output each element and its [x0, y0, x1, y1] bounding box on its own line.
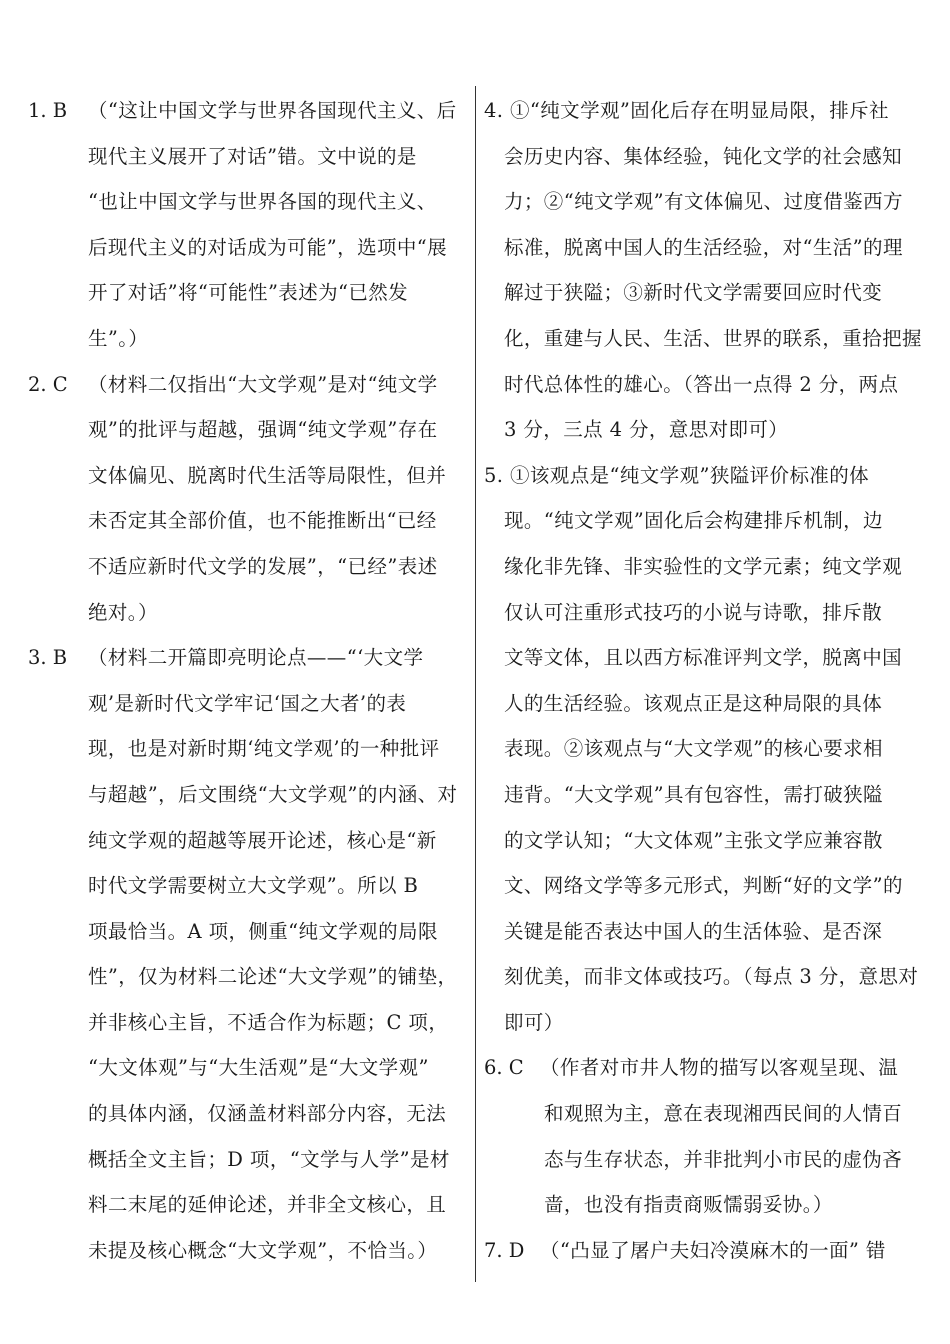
text-line: （材料二仅指出“大文学观”是对“纯文学: [88, 372, 438, 396]
text-line: （材料二开篇即亮明论点——“‘大文学: [88, 646, 424, 670]
text-line: 文、网络文学等多元形式，判断“好的文学”的: [504, 874, 903, 898]
answer-number: 7. D: [484, 1238, 525, 1262]
text-line: 化，重建与人民、生活、世界的联系，重拾把握: [504, 326, 922, 350]
text-line: 文等文体，且以西方标准评判文学，脱离中国: [504, 646, 903, 670]
text-line: （“凸显了屠户夫妇冷漠麻木的一面” 错: [540, 1238, 886, 1262]
text-line: “大文体观”与“大生活观”是“大文学观”: [88, 1056, 429, 1080]
text-line: 生”。）: [88, 326, 149, 350]
text-line: 缘化非先锋、非实验性的文学元素；纯文学观: [504, 554, 903, 578]
answer-explanation: [540, 1228, 924, 1274]
answer-number: 6. C: [484, 1056, 524, 1080]
text-line: 会历史内容、集体经验，钝化文学的社会感知: [504, 144, 903, 168]
text-line: 时代总体性的雄心。（答出一点得 2 分，两点: [504, 372, 899, 396]
text-line: 观”的批评与超越，强调“纯文学观”存在: [88, 418, 438, 442]
text-line: 违背。“大文学观”具有包容性，需打破狭隘: [504, 782, 883, 806]
text-line: 纯文学观的超越等展开论述，核心是“新: [88, 828, 437, 852]
text-line: 解过于狭隘；③新时代文学需要回应时代变: [504, 281, 883, 305]
answer-number: 1. B: [28, 99, 68, 122]
answer-number: 2. C: [28, 372, 68, 396]
text-line: 现代主义展开了对话”错。文中说的是: [88, 144, 417, 168]
text-line: 力；②“纯文学观”有文体偏见、过度借鉴西方: [504, 190, 903, 214]
text-line: 并非核心主旨，不适合作为标题；C 项，: [88, 1010, 449, 1034]
answer-number: 3. B: [28, 646, 68, 670]
answer-explanation: [540, 1045, 924, 1227]
answer-item-3: [28, 635, 468, 1273]
text-line: 标准，脱离中国人的生活经验，对“生活”的理: [504, 235, 903, 259]
text-line: “也让中国文学与世界各国的现代主义、: [88, 190, 437, 214]
text-line: 项最恰当。A 项，侧重“纯文学观的局限: [88, 919, 438, 943]
text-line: 仅认可注重形式技巧的小说与诗歌，排斥散: [504, 600, 883, 624]
text-line: 关键是能否表达中国人的生活体验、是否深: [504, 919, 883, 943]
text-line: 与超越”，后文围绕“大文学观”的内涵、对: [88, 782, 458, 806]
text-line: 概括全文主旨；D 项，“文学与人学”是材: [88, 1147, 450, 1171]
text-line: 的文学认知；“大文体观”主张文学应兼容散: [504, 828, 883, 852]
answer-item-2: [28, 362, 468, 636]
answer-item-6: [484, 1045, 924, 1227]
answer-explanation: [88, 88, 468, 362]
answer-item-4: [484, 88, 924, 453]
answer-explanation: [484, 88, 924, 453]
text-line: 料二末尾的延伸论述，并非全文核心，且: [88, 1193, 447, 1217]
text-line: 开了对话”将“可能性”表述为“已然发: [88, 281, 409, 305]
answer-explanation: [484, 453, 924, 1046]
text-line: 不适应新时代文学的发展”，“已经”表述: [88, 554, 438, 578]
text-line: 的具体内涵，仅涵盖材料部分内容，无法: [88, 1102, 447, 1126]
right-column: [484, 88, 924, 1273]
text-line: 刻优美，而非文体或技巧。（每点 3 分，意思对: [504, 965, 919, 989]
answer-item-5: [484, 453, 924, 1046]
text-line: 和观照为主，意在表现湘西民间的人情百: [544, 1102, 903, 1126]
answer-item-7: [484, 1228, 924, 1274]
text-line: 3 分，三点 4 分，意思对即可）: [504, 418, 789, 442]
text-line: 未否定其全部价值，也不能推断出“已经: [88, 509, 437, 533]
text-line: （作者对市井人物的描写以客观呈现、温: [540, 1056, 899, 1080]
text-line: 文体偏见、脱离时代生活等局限性，但并: [88, 463, 447, 487]
text-line: 人的生活经验。该观点正是这种局限的具体: [504, 691, 883, 715]
text-line: 观’是新时代文学牢记‘国之大者’的表: [88, 691, 407, 715]
text-line: 未提及核心概念“大文学观”，不恰当。）: [88, 1238, 438, 1262]
text-line: 即可）: [504, 1010, 564, 1034]
text-line: 性”，仅为材料二论述“大文学观”的铺垫，: [88, 965, 458, 989]
text-line: 后现代主义的对话成为可能”，选项中“展: [88, 235, 448, 259]
text-line: 现，也是对新时期‘纯文学观’的一种批评: [88, 737, 440, 761]
text-line: 啬，也没有指责商贩懦弱妥协。）: [544, 1193, 833, 1217]
answer-item-1: [28, 88, 468, 362]
text-line: 5. ①该观点是“纯文学观”狭隘评价标准的体: [484, 463, 870, 487]
text-line: 时代文学需要树立大文学观”。所以 B: [88, 874, 419, 898]
text-line: 表现。②该观点与“大文学观”的核心要求相: [504, 737, 883, 761]
answer-explanation: [88, 635, 468, 1273]
answer-explanation: [88, 362, 468, 636]
text-line: 4. ①“纯文学观”固化后存在明显局限，排斥社: [484, 99, 889, 122]
text-line: 绝对。）: [88, 600, 158, 624]
column-divider: [475, 86, 476, 1282]
text-line: 现。“纯文学观”固化后会构建排斥机制，边: [504, 509, 883, 533]
left-column: [28, 88, 468, 1273]
text-line: （“这让中国文学与世界各国现代主义、后: [88, 99, 457, 122]
text-line: 态与生存状态，并非批判小市民的虚伪吝: [544, 1147, 903, 1171]
